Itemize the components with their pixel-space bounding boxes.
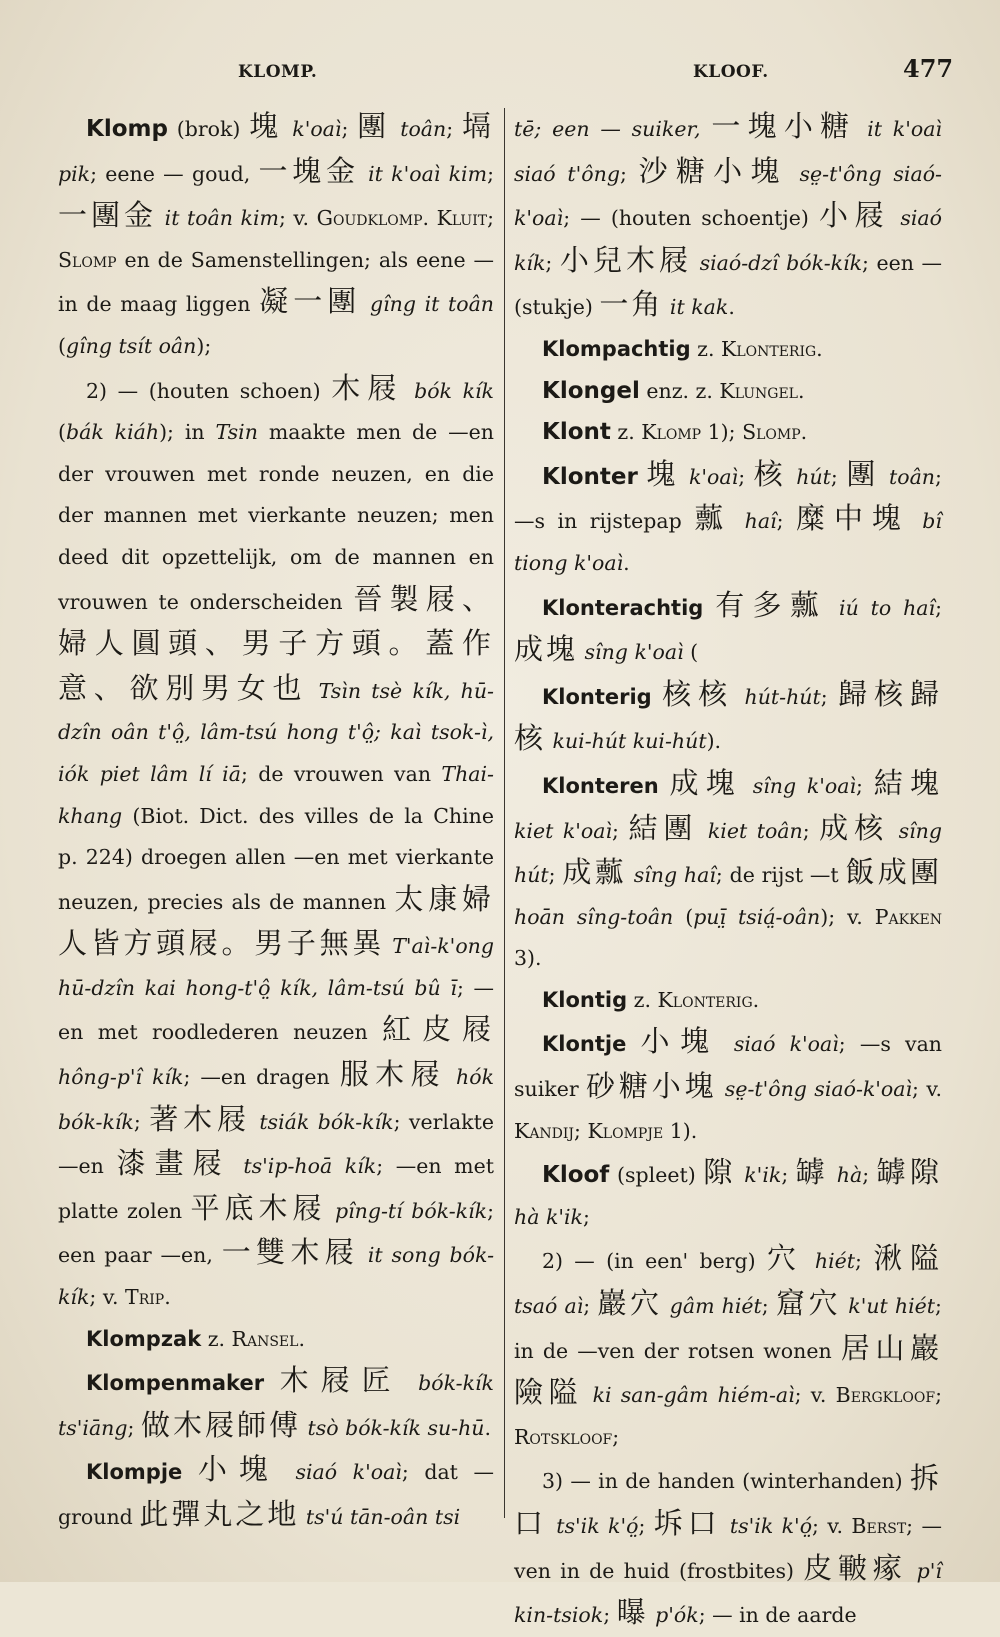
cross-reference: Klungel	[719, 378, 798, 403]
transcription: gâm hiét	[662, 1294, 762, 1319]
chinese: 隙	[703, 1155, 737, 1190]
transcription: it toân kim	[157, 206, 279, 231]
text: ;	[856, 773, 874, 798]
text: ; —s van suiker	[514, 1032, 942, 1102]
text: ;	[341, 117, 358, 141]
text: ;	[446, 117, 462, 141]
chinese: 核	[753, 456, 788, 491]
headword: Klompachtig	[542, 336, 691, 361]
chinese: 罅	[795, 1155, 830, 1190]
transcription: Tsin	[215, 420, 258, 445]
chinese: 平底木屐	[190, 1190, 327, 1225]
chinese: 小兒木屐	[559, 242, 693, 277]
text: ; v.	[794, 1383, 836, 1408]
transcription: hiét	[803, 1249, 856, 1274]
cross-reference: Klonterig	[721, 336, 817, 361]
headword: Klonter	[542, 463, 638, 490]
transcription: k'oaì	[283, 117, 342, 141]
transcription: sîng hút	[514, 818, 942, 888]
chinese: 晉製屐、婦人圓頭、男子方頭。蓋作意、欲別男女也	[58, 581, 494, 705]
page-number: 477	[903, 54, 954, 83]
text: );	[196, 333, 212, 358]
chinese: 糜中塊	[796, 501, 910, 536]
chinese: 一塊小糖	[711, 109, 857, 143]
transcription: tsiák bók-kík	[250, 1109, 394, 1134]
text: ; in de —ven der rotsen wonen	[514, 1294, 942, 1363]
transcription: gîng it toân	[361, 292, 494, 317]
text: ).	[706, 729, 722, 754]
entry-klompje	[58, 1449, 494, 1538]
entry-klonterig	[514, 674, 942, 763]
chinese: 小塊	[197, 1452, 280, 1487]
entry-klomp	[58, 106, 494, 368]
text: ; —en met roodlederen neuzen	[58, 975, 494, 1045]
transcription: p'ók	[648, 1603, 699, 1628]
transcription: kiet toân	[698, 818, 803, 843]
chinese: 此彈丸之地	[139, 1497, 300, 1531]
chinese: 歸核歸核	[514, 676, 942, 756]
text: .	[816, 336, 823, 361]
text: ;	[548, 863, 563, 888]
transcription: sîng k'oaì	[741, 773, 857, 798]
entry-klonterachtig	[514, 585, 942, 674]
text: ;	[612, 1424, 620, 1449]
transcription: iú to haî	[827, 595, 936, 620]
cross-reference: Trip	[125, 1285, 165, 1310]
text: .	[623, 550, 630, 575]
transcription: hók bók-kík	[58, 1065, 494, 1134]
chinese: 䕯	[694, 501, 733, 536]
chinese: 紅皮屐	[382, 1012, 494, 1047]
text: z.	[201, 1326, 232, 1351]
transcription: hoān sîng-toân	[514, 904, 674, 929]
text: ;	[612, 818, 629, 843]
text: (	[58, 333, 66, 358]
text	[659, 774, 670, 798]
cross-reference: Kluit	[436, 206, 488, 231]
chinese: 飯成團	[845, 855, 942, 890]
transcription: hông-p'î kík	[58, 1065, 184, 1090]
chinese: 團	[357, 109, 392, 143]
entry-klontig	[514, 980, 942, 1022]
entry-klonteren	[514, 763, 942, 980]
text: 2) — (houten schoen)	[86, 378, 332, 403]
text: (Biot. Dict. des villes de la Chine p. 224) droegen allen —en met vierkante neuzen, precies als de mannen	[58, 803, 494, 914]
text: 3) — in de handen (winterhanden)	[542, 1469, 910, 1494]
entry-klompachtig	[514, 329, 942, 371]
chinese: 成塊	[514, 632, 579, 667]
text: ;	[583, 1294, 598, 1319]
text: ; v.	[912, 1077, 942, 1102]
transcription: sîng k'oaì	[578, 640, 684, 665]
chinese: 穴	[766, 1241, 804, 1276]
text: ; — in de aarde	[698, 1603, 857, 1628]
text: .	[484, 1415, 492, 1440]
chinese: 小屐	[819, 198, 891, 233]
chinese: 拆口	[514, 1461, 942, 1540]
chinese: 木屐匠	[279, 1363, 403, 1398]
entry-kloof	[514, 1152, 942, 1238]
cross-reference: Bergkloof	[835, 1383, 936, 1408]
cross-reference: Slomp	[742, 420, 801, 445]
transcription: tsaó aì	[514, 1294, 584, 1319]
text: ;	[487, 206, 494, 231]
chinese: 窟穴	[775, 1286, 842, 1321]
chinese: 結團	[628, 810, 699, 845]
cross-reference: Berst	[851, 1514, 907, 1538]
chinese: 結塊	[873, 765, 942, 800]
transcription: pîng-tí bók-kík	[326, 1198, 488, 1223]
chinese: 太康婦人皆方頭屐。男子無異	[58, 881, 494, 961]
text: ); v.	[820, 904, 875, 929]
text: ;	[738, 464, 754, 489]
cross-reference: Pakken	[874, 904, 942, 929]
text: ; v.	[278, 206, 317, 231]
text	[182, 1460, 198, 1484]
transcription: bî tiong k'oaì	[514, 509, 942, 575]
transcription: it k'oaì kim	[359, 161, 488, 186]
cross-reference: Klonterig	[657, 987, 753, 1012]
text: .	[752, 987, 760, 1012]
text	[264, 1371, 280, 1395]
text: ;	[582, 1204, 590, 1229]
headword: Klontje	[542, 1032, 627, 1057]
chinese: 坼口	[653, 1506, 722, 1540]
transcription: ki san-gâm hiém-aì	[583, 1383, 795, 1408]
transcription: sîng haî	[626, 863, 716, 888]
chinese: 團	[846, 456, 881, 491]
text: .	[298, 1326, 305, 1351]
headword: Klont	[542, 419, 611, 446]
text: ;	[776, 509, 797, 534]
chinese: 塊	[646, 456, 681, 491]
text: ;	[574, 1118, 588, 1143]
headword: Klontig	[542, 987, 628, 1012]
text: .	[422, 206, 437, 231]
transcription: pik	[58, 161, 91, 186]
transcription: se̤-t'ông siaó-k'oaì	[717, 1077, 913, 1102]
entry-klomp-2	[58, 368, 494, 1319]
chinese: 塊	[249, 109, 284, 143]
text: .	[164, 1285, 171, 1310]
text: 3).	[514, 946, 542, 971]
text: ;	[862, 1163, 877, 1188]
text: ;	[638, 1514, 654, 1538]
chinese: 有多䕯	[715, 587, 828, 622]
text: ; verlakte —en	[58, 1109, 494, 1179]
chinese: 砂糖小塊	[586, 1069, 718, 1104]
headword: Klonterig	[542, 684, 652, 709]
text: ; de rijst —t	[715, 863, 846, 888]
text: ; een — (stukje)	[514, 250, 942, 320]
transcription: k'ut hiét	[841, 1294, 936, 1319]
transcription: it k'oaì siaó t'ông	[514, 117, 942, 186]
transcription: se̤-t'ông siaó-k'oaì	[514, 161, 942, 231]
text	[626, 1032, 640, 1056]
entry-klompenmaker	[58, 1360, 494, 1449]
transcription: kui-hút kui-hút	[546, 729, 707, 754]
entry-klont	[514, 412, 942, 454]
transcription: Tsìn tsè kík, hū-dzîn oân t'ô̤, lâm-tsú hong t'ô̤; kaì tsok-ì, iók piet lâm lí iā	[58, 678, 494, 786]
entry-kloof-2	[514, 1238, 942, 1458]
text: ;	[830, 464, 847, 489]
entry-klompzak	[58, 1319, 494, 1361]
entry-klompje-cont	[514, 106, 942, 329]
headword: Klonterachtig	[542, 595, 704, 620]
transcription: ts'ú tān-oân tsi	[299, 1505, 461, 1529]
entry-klongel	[514, 371, 942, 413]
transcription: haî	[732, 509, 777, 534]
chinese: 巖穴	[597, 1286, 663, 1321]
transcription: siaó k'oaì	[719, 1032, 839, 1057]
transcription: siaó k'oaì	[279, 1460, 402, 1485]
chinese: 成䕯	[562, 855, 627, 890]
transcription: hút	[787, 464, 831, 489]
transcription: ts'ip-hoā kík	[230, 1154, 377, 1179]
chinese: 漆畫屐	[116, 1146, 231, 1181]
text: .	[797, 378, 805, 403]
headword: Klompje	[86, 1460, 183, 1485]
text: ; v.	[812, 1514, 852, 1538]
transcription: toân	[391, 117, 447, 141]
chinese: 服木屐	[339, 1057, 447, 1092]
transcription: siaó kík	[514, 206, 942, 275]
headword: Klompzak	[86, 1326, 202, 1351]
text: ;	[781, 1163, 796, 1188]
text: .	[800, 420, 808, 445]
chinese: 一角	[599, 287, 664, 322]
transcription: T'aì-k'ong hū-dzîn kai hong-t'ô̤ kík, lâm-tsú bû ī	[58, 934, 494, 1000]
text: ;	[619, 161, 639, 186]
transcription: it kak	[663, 295, 729, 320]
chinese: 成核	[819, 810, 890, 845]
text: ; eene — goud,	[90, 161, 259, 186]
text: z.	[690, 336, 722, 361]
transcription: bák kiáh	[66, 420, 160, 445]
text: ; —ven in de huid (frostbites)	[514, 1514, 942, 1583]
transcription: ts'ik k'ó̤	[721, 1514, 813, 1538]
transcription: toân	[880, 464, 936, 489]
entry-klonter	[514, 454, 942, 585]
cross-reference: Klompje	[587, 1118, 664, 1143]
headword: Klompenmaker	[86, 1371, 265, 1396]
text: ;	[855, 1249, 874, 1274]
text: (	[683, 640, 699, 665]
chinese: 塥	[461, 109, 494, 143]
right-column	[514, 106, 942, 1637]
text: ); in	[159, 420, 216, 445]
chinese: 皮皸瘃	[803, 1550, 908, 1585]
text: ; de vrouwen van	[240, 761, 442, 786]
transcription: k'ik	[736, 1163, 782, 1188]
transcription: siaó-dzî bók-kík	[692, 250, 863, 275]
text: 1);	[701, 420, 743, 445]
chinese: 罅隙	[876, 1155, 942, 1190]
text: ;	[603, 1603, 617, 1628]
cross-reference: Ransel	[231, 1326, 299, 1351]
entry-kloof-3	[514, 1458, 942, 1636]
chinese: 核核	[662, 676, 735, 711]
text: z.	[610, 420, 642, 445]
text: ;	[127, 1415, 141, 1440]
transcription: it song bók-kík	[58, 1243, 494, 1310]
transcription: hà	[829, 1163, 863, 1188]
text: 2) — (in een' berg)	[542, 1249, 767, 1274]
chinese: 居山巖險隘	[514, 1330, 942, 1410]
text: z.	[627, 987, 658, 1012]
text: (	[58, 420, 66, 445]
transcription: hà k'ik	[514, 1204, 583, 1229]
text: ; — (houten schoentje)	[563, 206, 819, 231]
text: ; dat — ground	[58, 1460, 494, 1529]
chinese: 凝一團	[259, 284, 362, 319]
chinese: 一團金	[58, 198, 158, 233]
text: ;	[487, 161, 494, 186]
text: ; —en dragen	[183, 1065, 340, 1090]
transcription: kiet k'oaì	[514, 818, 613, 843]
text: (	[673, 904, 694, 929]
cross-reference: Slomp	[58, 247, 117, 272]
transcription: gîng tsít oân	[66, 333, 197, 358]
text	[652, 685, 662, 709]
text: .	[728, 295, 735, 320]
transcription: k'oaì	[680, 464, 739, 489]
chinese: 成塊	[669, 765, 742, 800]
running-head-left: KLOMP.	[238, 62, 318, 82]
chinese: 一塊金	[258, 153, 360, 188]
text: enz. z.	[639, 378, 720, 403]
chinese: 小塊	[640, 1024, 720, 1059]
transcription: bók kík	[403, 378, 494, 403]
transcription: hút-hút	[734, 684, 821, 709]
text: ; v.	[89, 1285, 126, 1310]
transcription: tsò bók-kík su-hū	[300, 1415, 485, 1440]
text: ;	[545, 250, 560, 275]
text: 1).	[663, 1118, 698, 1143]
chinese: 木屐	[331, 370, 404, 405]
transcription: Thai-khang	[58, 761, 494, 828]
running-head-right: KLOOF.	[693, 62, 769, 82]
transcription: p'î kin-tsiok	[514, 1558, 942, 1628]
text: (spleet)	[609, 1163, 704, 1188]
headword: Kloof	[542, 1162, 610, 1189]
chinese: 著木屐	[149, 1101, 251, 1136]
text	[703, 596, 715, 620]
cross-reference: Kandij	[514, 1118, 575, 1143]
headword: Klomp	[86, 116, 168, 142]
column-divider	[504, 108, 505, 1518]
chinese: 沙糖小塊	[638, 153, 788, 188]
chinese: 一雙木屐	[221, 1235, 360, 1270]
text: maakte men de —en der vrouwen met ronde neuzen, en die der mannen met vierkante neuzen; men deed dit opzettelijk, om de mannen en vrouwen te onderscheiden	[58, 420, 495, 614]
chinese: 曝	[616, 1595, 649, 1630]
left-column	[58, 106, 494, 1539]
cross-reference: Goudklomp	[316, 206, 423, 231]
transcription: puī̤ tsiá̤-oân	[693, 904, 821, 929]
transcription: bók-kík ts'iāng	[58, 1371, 494, 1440]
text: ; —en met platte zolen	[58, 1154, 494, 1223]
headword: Klonteren	[542, 773, 659, 798]
text: ; —s in rijstepap	[514, 464, 942, 534]
cross-reference: Klomp	[641, 420, 702, 445]
headword: Klongel	[542, 377, 640, 404]
text: ;	[133, 1109, 150, 1134]
chinese: 做木屐師傅	[140, 1407, 301, 1442]
cross-reference: Rotskloof	[514, 1424, 613, 1449]
text: ;	[802, 818, 820, 843]
chinese: 湫隘	[873, 1241, 942, 1276]
transcription: tē; een — suiker,	[514, 117, 712, 141]
text: ;	[820, 684, 839, 709]
text: ;	[935, 1383, 942, 1408]
text: (brok)	[167, 117, 250, 141]
text: ; een paar —en,	[58, 1198, 494, 1268]
text: ;	[761, 1294, 776, 1319]
text: en de Samenstellingen; als eene — in de maag liggen	[58, 247, 494, 317]
text: ;	[935, 595, 942, 620]
transcription: ts'ik k'ó̤	[547, 1514, 639, 1538]
entry-klontje	[514, 1021, 942, 1152]
